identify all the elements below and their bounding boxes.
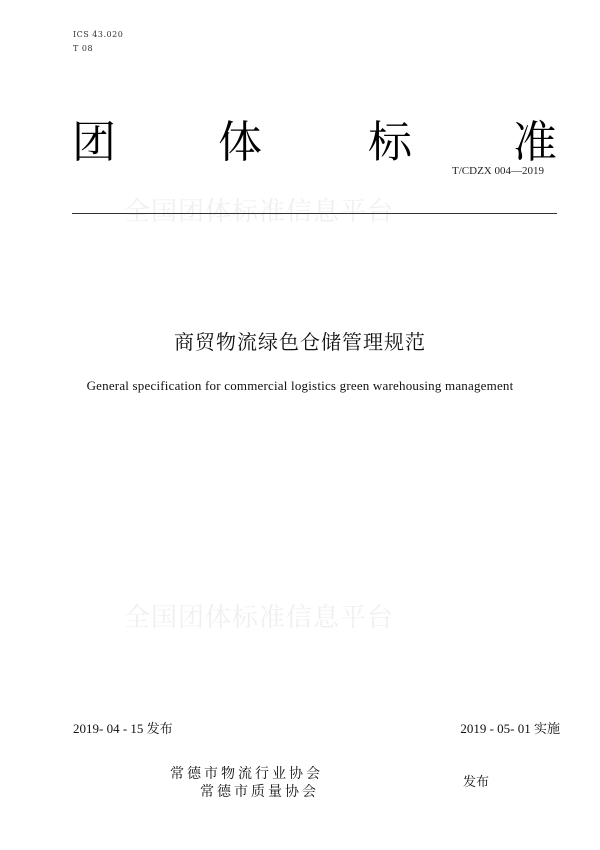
implement-date: 2019 - 05- 01 实施 bbox=[460, 721, 560, 736]
standard-number: T/CDZX 004—2019 bbox=[452, 165, 544, 177]
document-title-cn: 商贸物流绿色仓储管理规范 bbox=[174, 330, 426, 354]
group-standard-char-4: 准 bbox=[513, 117, 557, 168]
document-title-en: General specification for commercial logistics green warehousing management bbox=[86, 378, 514, 393]
publish-date: 2019- 04 - 15 发布 bbox=[73, 721, 173, 736]
group-standard-char-3: 标 bbox=[368, 117, 412, 168]
issuing-organization-1: 常德市物流行业协会 bbox=[170, 766, 323, 782]
watermark-bottom: 全国团体标准信息平台 bbox=[124, 603, 395, 633]
watermark-top: 全国团体标准信息平台 bbox=[124, 197, 395, 227]
group-standard-char-1: 团 bbox=[72, 117, 116, 168]
ics-code: ICS 43.020 bbox=[73, 30, 124, 39]
ccs-code: T 08 bbox=[73, 44, 94, 53]
issuing-organization-2: 常德市质量协会 bbox=[200, 784, 319, 800]
group-standard-char-2: 体 bbox=[218, 117, 262, 168]
issued-label: 发布 bbox=[463, 775, 490, 790]
header-divider bbox=[72, 213, 557, 214]
